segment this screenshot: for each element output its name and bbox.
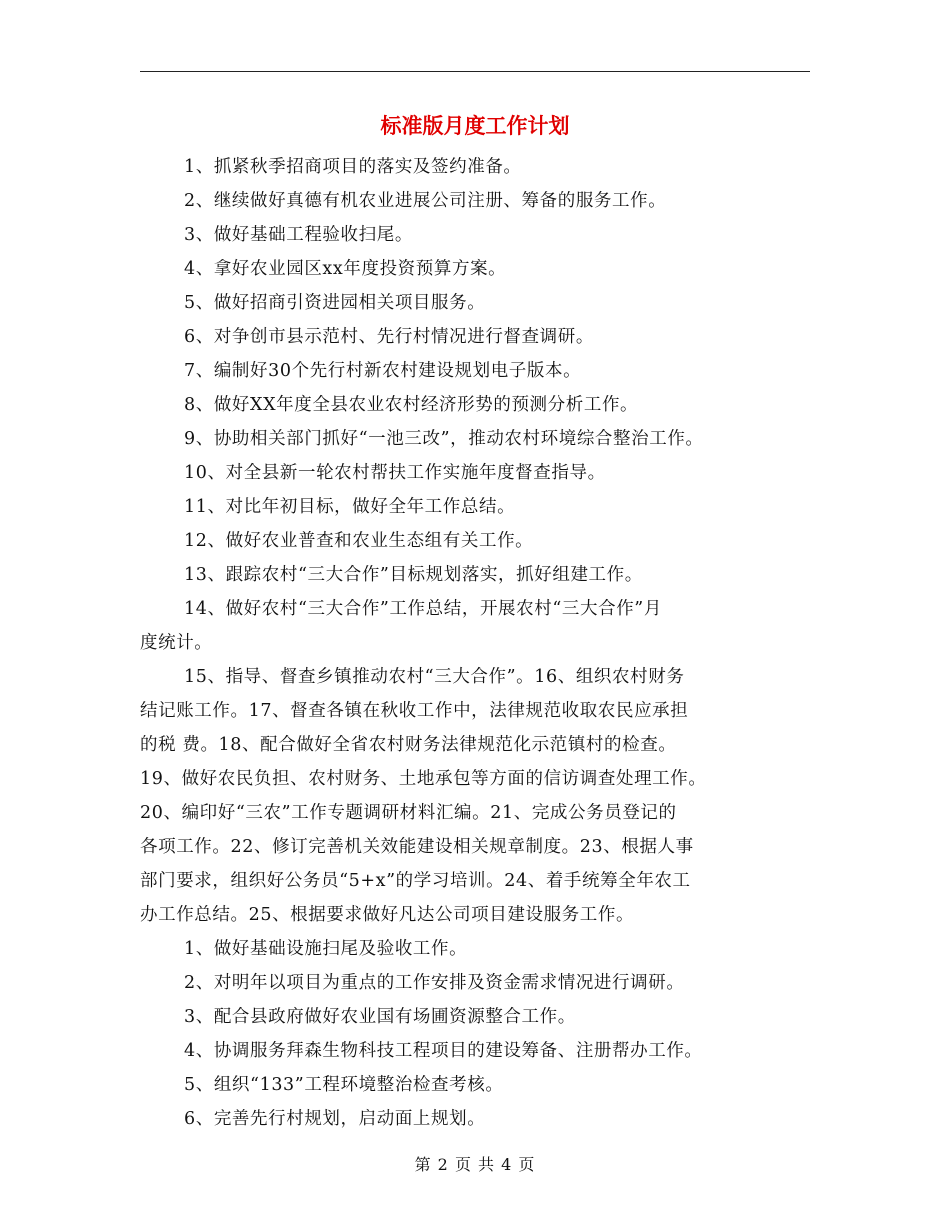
- text-line: 1、抓紧秋季招商项目的落实及签约准备。: [184, 157, 522, 177]
- text-line: 6、完善先行村规划，启动面上规划。: [184, 1109, 486, 1129]
- text-line: 9、协助相关部门抓好“一池三改”，推动农村环境综合整治工作。: [184, 429, 704, 449]
- text-line: 3、做好基础工程验收扫尾。: [184, 225, 413, 245]
- header-rule: [140, 71, 810, 72]
- text-line: 2、继续做好真德有机农业进展公司注册、筹备的服务工作。: [184, 191, 667, 211]
- page-footer: 第 2 页 共 4 页: [414, 1155, 536, 1174]
- text-line: 19、做好农民负担、农村财务、土地承包等方面的信访调查处理工作。: [140, 769, 707, 789]
- text-line: 4、拿好农业园区xx年度投资预算方案。: [184, 259, 507, 279]
- text-line: 5、做好招商引资进园相关项目服务。: [184, 293, 486, 313]
- text-line: 5、组织“133”工程环境整治检查考核。: [184, 1075, 504, 1095]
- text-line: 14、做好农村“三大合作”工作总结，开展农村“三大合作”月: [184, 599, 662, 619]
- text-line: 各项工作。22、修订完善机关效能建设相关规章制度。23、根据人事: [140, 837, 694, 857]
- text-line: 度统计。: [140, 633, 213, 653]
- text-line: 10、对全县新一轮农村帮扶工作实施年度督查指导。: [184, 463, 606, 483]
- text-line: 8、做好XX年度全县农业农村经济形势的预测分析工作。: [184, 395, 639, 415]
- text-line: 20、编印好“三农”工作专题调研材料汇编。21、完成公务员登记的: [140, 803, 677, 823]
- text-line: 3、配合县政府做好农业国有场圃资源整合工作。: [184, 1007, 576, 1027]
- text-line: 2、对明年以项目为重点的工作安排及资金需求情况进行调研。: [184, 973, 685, 993]
- text-line: 15、指导、督查乡镇推动农村“三大合作”。16、组织农村财务: [184, 667, 685, 687]
- text-line: 部门要求，组织好公务员“5+x”的学习培训。24、着手统筹全年农工: [140, 871, 691, 891]
- text-line: 办工作总结。25、根据要求做好凡达公司项目建设服务工作。: [140, 905, 635, 925]
- text-line: 12、做好农业普查和农业生态组有关工作。: [184, 531, 534, 551]
- text-line: 结记账工作。17、督查各镇在秋收工作中，法律规范收取农民应承担: [140, 701, 689, 721]
- text-line: 11、对比年初目标，做好全年工作总结。: [184, 497, 516, 517]
- text-line: 13、跟踪农村“三大合作”目标规划落实，抓好组建工作。: [184, 565, 643, 585]
- text-line: 的税 费。18、配合做好全省农村财务法律规范化示范镇村的检查。: [140, 735, 677, 755]
- text-line: 4、协调服务拜森生物科技工程项目的建设筹备、注册帮办工作。: [184, 1041, 703, 1061]
- text-line: 7、编制好30个先行村新农村建设规划电子版本。: [184, 361, 582, 381]
- document-body: [140, 150, 820, 1136]
- text-line: 1、做好基础设施扫尾及验收工作。: [184, 939, 468, 959]
- document-title: 标准版月度工作计划: [380, 114, 570, 138]
- text-line: 6、对争创市县示范村、先行村情况进行督查调研。: [184, 327, 594, 347]
